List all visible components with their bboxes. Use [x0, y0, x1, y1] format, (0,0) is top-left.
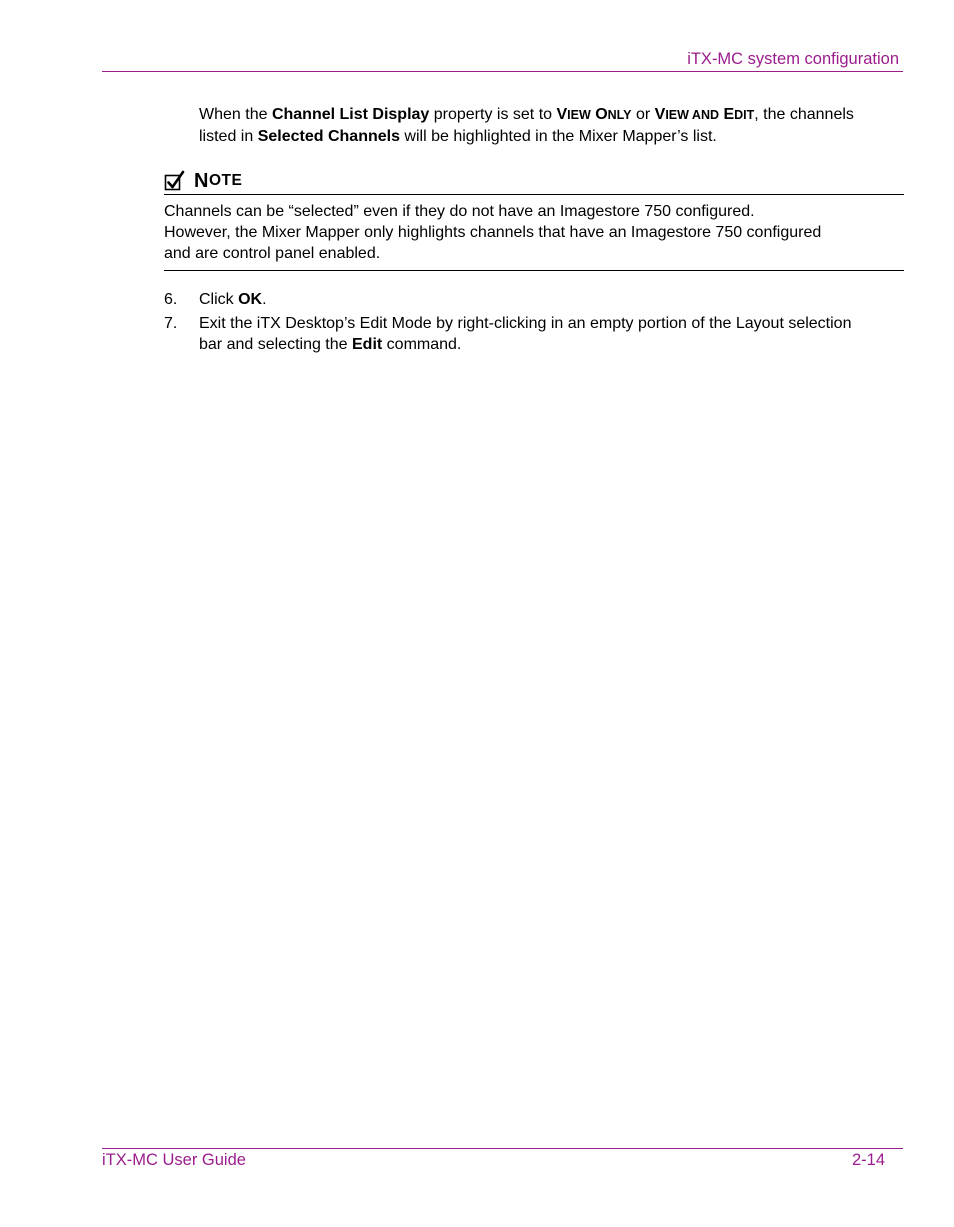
- step-list: [164, 289, 864, 358]
- note-top-rule: [164, 194, 904, 195]
- ok-command: OK: [238, 291, 263, 308]
- option-view-only: VIEW ONLY: [556, 106, 632, 123]
- intro-paragraph: [199, 104, 859, 147]
- list-item: [164, 313, 864, 355]
- note-heading-initial: N: [194, 169, 209, 192]
- intro-text-2: property is set to: [429, 106, 557, 123]
- intro-text-4: , the channels listed in: [199, 106, 854, 145]
- list-item: [164, 289, 864, 310]
- option-view-and-edit: VIEW AND EDIT: [654, 106, 755, 123]
- page-number: 2-14: [852, 1151, 886, 1169]
- footer-guide-title: iTX-MC User Guide: [102, 1151, 246, 1169]
- note-bottom-rule: [164, 270, 904, 271]
- checkbox-check-icon: [164, 170, 186, 192]
- note-heading-rest: OTE: [208, 172, 243, 189]
- step-text: Exit the iTX Desktop’s Edit Mode by right-clicking in an empty portion of the Layout selection bar and selecting the: [199, 315, 852, 353]
- header-rule: [102, 71, 903, 72]
- footer-rule: [102, 1148, 903, 1149]
- edit-command: Edit: [352, 336, 383, 353]
- note-heading: [164, 168, 242, 194]
- step-number: 7.: [164, 315, 178, 332]
- note-body: Channels can be “selected” even if they do not have an Imagestore 750 configured. However, the Mixer Mapper only highlights channels that have an Imagestore 750 configured and are control panel enabled.: [164, 203, 822, 262]
- step-text-end: command.: [382, 336, 462, 353]
- property-name: Channel List Display: [271, 106, 430, 123]
- running-header: iTX-MC system configuration: [687, 50, 899, 68]
- step-text: Click: [199, 291, 239, 308]
- intro-text-5: will be highlighted in the Mixer Mapper’s list.: [399, 128, 717, 145]
- step-number: 6.: [164, 291, 178, 308]
- selected-channels-label: Selected Channels: [257, 128, 400, 145]
- intro-text-1: When the: [199, 106, 272, 123]
- step-text-end: .: [262, 291, 267, 308]
- intro-text-3: or: [631, 106, 655, 123]
